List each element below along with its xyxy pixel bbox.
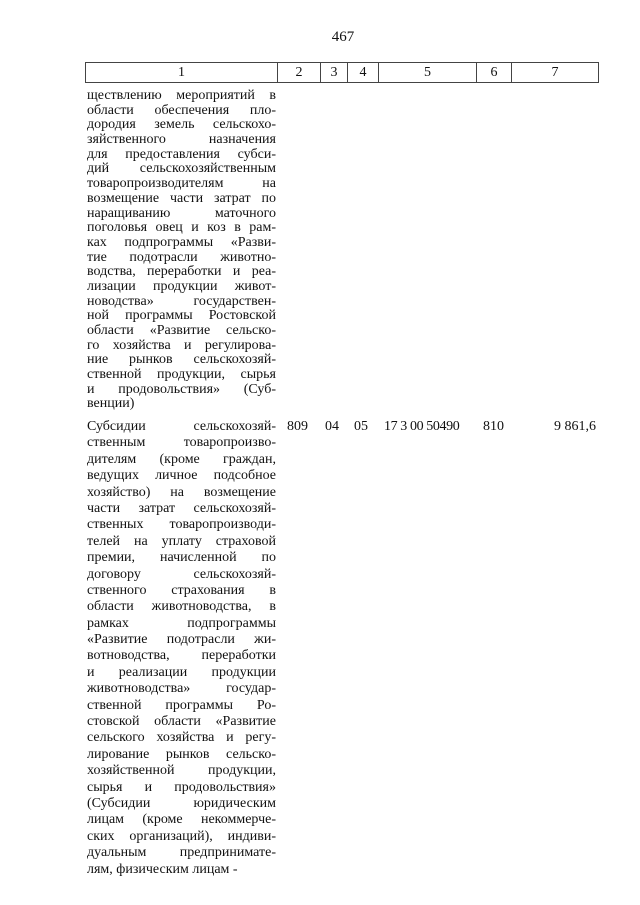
header-col-3: 3 bbox=[321, 63, 348, 83]
text-line: ственной программы Ро- bbox=[87, 697, 276, 713]
header-col-6: 6 bbox=[477, 63, 512, 83]
text-line: Субсидии сельскохозяй- bbox=[87, 419, 276, 434]
text-line: рамках подпрограммы bbox=[87, 615, 276, 631]
text-line: стовской области «Развитие bbox=[87, 714, 276, 730]
text-line: го хозяйства и регулирова- bbox=[87, 337, 276, 353]
text-line: хозяйство) на возмещение bbox=[87, 484, 276, 500]
text-line: ственных товаропроизводи- bbox=[87, 517, 276, 533]
text-line: договору сельскохозяй- bbox=[87, 566, 276, 582]
text-line: и реализации продукции bbox=[87, 664, 276, 680]
text-line: ственной продукции, сырья bbox=[87, 367, 276, 383]
row-2-col-2: 809 bbox=[287, 419, 308, 434]
text-line: наращиванию маточного bbox=[87, 205, 276, 221]
text-line: лизации продукции живот- bbox=[87, 278, 276, 294]
text-line: лицам (кроме некоммерче- bbox=[87, 812, 276, 828]
text-line: ведущих личное подсобное bbox=[87, 468, 276, 484]
text-line: ственным товаропроизво- bbox=[87, 435, 276, 451]
header-col-7: 7 bbox=[512, 63, 599, 83]
row-2-col-5: 17 3 00 50490 bbox=[384, 419, 460, 434]
text-line: хозяйственной продукции, bbox=[87, 763, 276, 779]
row-2-col-6: 810 bbox=[483, 419, 504, 434]
header-col-5: 5 bbox=[379, 63, 477, 83]
text-line: венции) bbox=[87, 396, 135, 412]
header-col-4: 4 bbox=[348, 63, 379, 83]
text-line: для предоставления субси- bbox=[87, 146, 276, 162]
text-line: «Развитие подотрасли жи- bbox=[87, 632, 276, 648]
text-line: премии, начисленной по bbox=[87, 550, 276, 566]
text-line: возмещение части затрат по bbox=[87, 190, 276, 206]
text-line: дий сельскохозяйственным bbox=[87, 161, 276, 177]
text-line: зяйственного назначения bbox=[87, 132, 276, 148]
text-line: лирование рынков сельско- bbox=[87, 746, 276, 762]
text-line: сельского хозяйства и регу- bbox=[87, 730, 276, 746]
text-line: ственного страхования в bbox=[87, 582, 276, 598]
text-line: ках подпрограммы «Разви- bbox=[87, 234, 276, 250]
text-line: и продовольствия» (Суб- bbox=[87, 381, 276, 397]
text-line: тие подотрасли животно- bbox=[87, 249, 276, 265]
header-col-1: 1 bbox=[86, 63, 278, 83]
row-2-col-4: 05 bbox=[354, 419, 368, 434]
text-line: части затрат сельскохозяй- bbox=[87, 500, 276, 516]
text-line: новодства» государствен- bbox=[87, 293, 276, 309]
header-col-2: 2 bbox=[278, 63, 321, 83]
text-line: области «Развитие сельско- bbox=[87, 323, 276, 338]
text-line: дителям (кроме граждан, bbox=[87, 451, 276, 467]
row-2-description bbox=[87, 419, 276, 878]
text-line: ществлению мероприятий в bbox=[87, 88, 276, 103]
text-line: ских организаций), индиви- bbox=[87, 828, 276, 844]
text-line: телей на уплату страховой bbox=[87, 533, 276, 549]
text-line: сырья и продовольствия» bbox=[87, 779, 276, 795]
text-line: животноводства» государ- bbox=[87, 681, 276, 697]
text-line: (Субсидии юридическим bbox=[87, 795, 276, 811]
text-line: вотноводства, переработки bbox=[87, 648, 276, 664]
text-line: ние рынков сельскохозяй- bbox=[87, 352, 276, 368]
row-2-col-7: 9 861,6 bbox=[554, 419, 596, 434]
row-1-description bbox=[87, 89, 276, 412]
text-line: лям, физическим лицам - bbox=[87, 861, 238, 877]
table-header bbox=[85, 62, 599, 83]
text-line: ной программы Ростовской bbox=[87, 308, 276, 324]
text-line: поголовья овец и коз в рам- bbox=[87, 220, 276, 236]
row-2-col-3: 04 bbox=[325, 419, 339, 434]
text-line: дородия земель сельскохо- bbox=[87, 117, 276, 133]
text-line: дуальным предпринимате- bbox=[87, 845, 276, 861]
text-line: товаропроизводителям на bbox=[87, 176, 276, 192]
text-line: водства, переработки и реа- bbox=[87, 264, 276, 280]
page-number: 467 bbox=[331, 29, 355, 45]
text-line: области животноводства, в bbox=[87, 599, 276, 615]
text-line: области обеспечения пло- bbox=[87, 102, 276, 118]
